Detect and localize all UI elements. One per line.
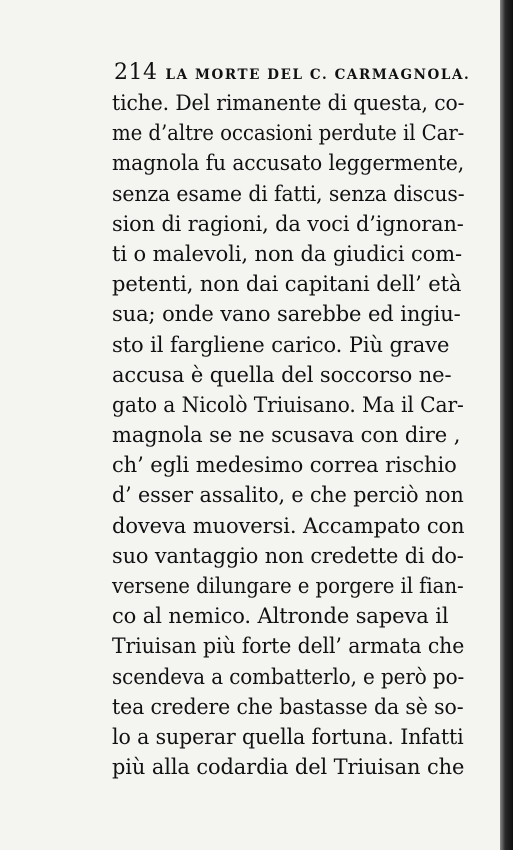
text-line: lo a superar quella fortuna. Infatti: [112, 724, 464, 749]
text-line: tiche. Del rimanente di questa, co-: [112, 91, 465, 115]
text-line: suo vantaggio non credette di do-: [112, 543, 464, 568]
page-number: 214: [114, 60, 158, 85]
text-line: me d’altre occasioni perdute il Car-: [112, 121, 465, 146]
text-line: ch’ egli medesimo correa rischio: [112, 453, 457, 478]
text-line: versene dilungare e porgere il fian-: [112, 574, 464, 598]
text-line: magnola fu accusato leggermente,: [112, 151, 465, 176]
text-line: accusa è quella del soccorso ne-: [112, 362, 452, 387]
text-line: magnola se ne scusava con dire ,: [112, 423, 461, 448]
text-line: sua; onde vano sarebbe ed ingiu-: [112, 302, 461, 327]
text-line: co al nemico. Altronde sapeva il: [112, 604, 449, 629]
text-line: senza esame di fatti, senza discus-: [112, 181, 465, 206]
text-line: d’ esser assalito, e che perciò non: [112, 483, 464, 508]
text-line: tea credere che bastasse da sè so-: [112, 694, 464, 719]
text-line: sion di ragioni, da voci d’ignoran-: [112, 211, 464, 236]
text-line: petenti, non dai capitani dell’ età: [112, 272, 462, 297]
body-text: [112, 88, 464, 782]
text-line: Triuisan più forte dell’ armata che: [112, 634, 465, 659]
text-line: scendeva a combatterlo, e però po-: [112, 664, 465, 689]
text-line: sto il fargliene carico. Più grave: [112, 332, 450, 357]
running-head-title: LA MORTE DEL C. CARMAGNOLA.: [165, 67, 471, 83]
running-head: [114, 60, 471, 90]
text-line: ti o malevoli, non da giudici com-: [112, 241, 463, 266]
text-line: gato a Nicolò Triuisano. Ma il Car-: [112, 392, 464, 417]
text-line: doveva muoversi. Accampato con: [112, 513, 465, 538]
text-line: più alla codardia del Triuisan che: [112, 755, 465, 780]
page-edge-shadow: [500, 0, 513, 850]
